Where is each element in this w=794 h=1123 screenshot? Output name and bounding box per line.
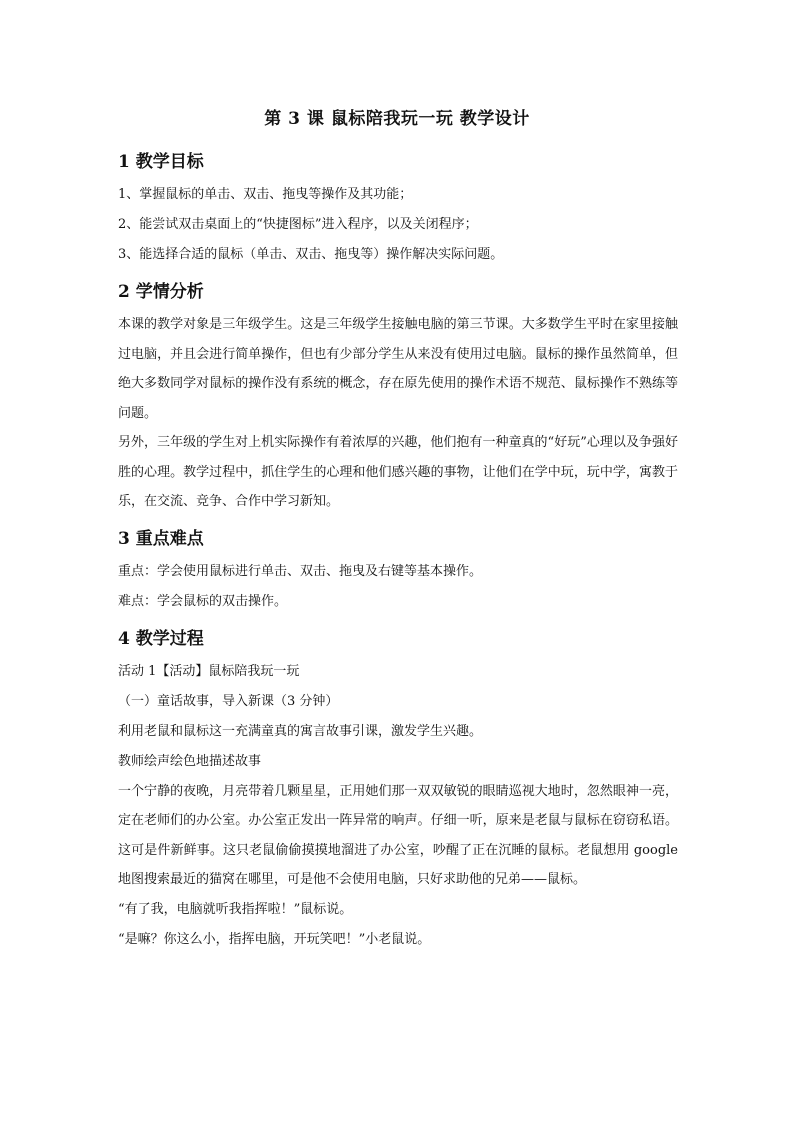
keypoint-item: 难点：学会鼠标的双击操作。 (118, 593, 288, 609)
story-paragraph: 一个宁静的夜晚，月亮带着几颗星星，正用她们那一双双敏锐的眼睛巡视大地时，忽然眼神一亮，定在老师们的办公室。办公室正发出一阵异常的响声。仔细一听，原来是老鼠与鼠标在窃窃私语。这可是件新鲜事。这只老鼠偷偷摸摸地溜进了办公室，吵醒了正在沉睡的鼠标。老鼠想用 google 地图搜索最近的猫窝在哪里，可是他不会使用电脑，只好求助他的兄弟——鼠标。 (118, 783, 678, 887)
document-body (118, 144, 678, 955)
section-heading-process: 4 教学过程 (118, 628, 204, 649)
process-line: （一）童话故事，导入新课（3 分钟） (118, 693, 339, 709)
process-line: 教师绘声绘色地描述故事 (118, 753, 262, 769)
analysis-paragraph: 另外，三年级的学生对上机实际操作有着浓厚的兴趣，他们抱有一种童真的“好玩”心理以及争强好胜的心理。教学过程中，抓住学生的心理和他们感兴趣的事物，让他们在学中玩，玩中学，寓教于乐，在交流、竞争、合作中学习新知。 (118, 435, 678, 509)
section-heading-analysis: 2 学情分析 (118, 282, 204, 302)
process-line: 利用老鼠和鼠标这一充满童真的寓言故事引课，激发学生兴趣。 (118, 723, 483, 739)
dialogue-line: “有了我，电脑就听我指挥啦！”鼠标说。 (118, 901, 353, 917)
document-title: 第 3 课 鼠标陪我玩一玩 教学设计 (264, 109, 530, 129)
section-heading-objectives: 1 教学目标 (118, 152, 204, 172)
dialogue-line: “是嘛？你这么小，指挥电脑，开玩笑吧！”小老鼠说。 (118, 931, 431, 947)
objective-item: 2、能尝试双击桌面上的“快捷图标”进入程序，以及关闭程序； (118, 217, 478, 232)
process-line: 活动 1【活动】鼠标陪我玩一玩 (118, 663, 300, 679)
analysis-paragraph: 本课的教学对象是三年级学生。这是三年级学生接触电脑的第三节课。大多数学生平时在家里接触过电脑，并且会进行简单操作，但也有少部分学生从来没有使用过电脑。鼠标的操作虽然简单，但绝大多数同学对鼠标的操作没有系统的概念，存在原先使用的操作术语不规范、鼠标操作不熟练等问题。 (118, 317, 678, 421)
section-heading-keypoints: 3 重点难点 (118, 528, 204, 549)
objective-item: 1、掌握鼠标的单击、双击、拖曳等操作及其功能； (118, 187, 413, 202)
keypoint-item: 重点：学会使用鼠标进行单击、双击、拖曳及右键等基本操作。 (118, 563, 483, 579)
objective-item: 3、能选择合适的鼠标（单击、双击、拖曳等）操作解决实际问题。 (118, 247, 504, 262)
